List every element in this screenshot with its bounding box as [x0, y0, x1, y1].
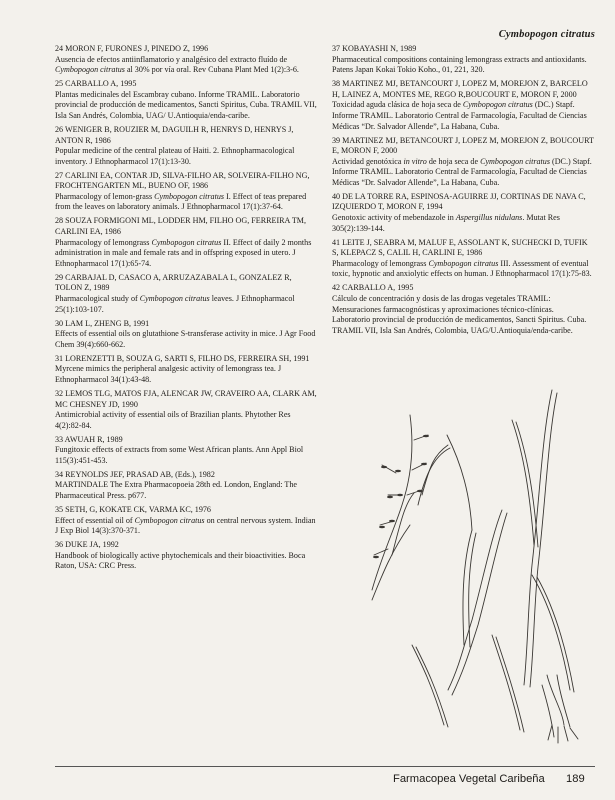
reference-body [332, 100, 594, 132]
reference-text: al 30% por vía oral. Rev Cubana Plant Med 1(2):3-6. [124, 65, 299, 75]
reference-italic-term: Cymbopogon citratus [139, 294, 210, 304]
reference-text: leaves. J Ethnopharmacol 25(1):103-107. [55, 294, 295, 314]
reference-body [332, 213, 594, 234]
reference-text: MARTINDALE The Extra Pharmacopoeia 28th ed. London, England: The Pharmaceutical Press. p677. [55, 480, 297, 501]
reference-authors: 25 CARBALLO A, 1995 [55, 79, 137, 89]
reference-italic-term: in vitro [403, 156, 427, 166]
reference-authors: 40 DE LA TORRE RA, ESPINOSA-AGUIRRE JJ, CORTINAS DE NAVA C, IZQUIERDO T, MORON F, 1994 [332, 191, 586, 212]
reference-italic-term: Cymbopogon citratus [134, 515, 205, 525]
reference-text: Handbook of biologically active phytochemicals and their bioactivities. Boca Raton, USA: CRC Press. [55, 550, 306, 571]
reference-body [55, 192, 317, 213]
reference-authors: 29 CARBAJAL D, CASACO A, ARRUZAZABALA L, GONZALEZ R, TOLON Z, 1989 [55, 272, 292, 293]
reference-text: Fungitoxic effects of extracts from some West African plants. Ann Appl Biol 115(3):451-453. [55, 445, 304, 465]
reference-body [55, 364, 317, 385]
reference-authors: 33 AWUAH R, 1989 [55, 434, 123, 444]
reference-entry [55, 273, 317, 315]
reference-text: Cálculo de concentración y dosis de las drogas vegetales TRAMIL: Mensuraciones farmacognósticas y aproximaciones técnico-clínicas. Laboratorio provincial de producción de medicamentos, Sancti Spiritus. Cuba. TRAMIL VII, Isla San Andrés, Colombia, UAG/U.Antioquia/enda-caribe. [332, 294, 587, 335]
reference-entry [55, 435, 317, 467]
reference-authors: 31 LORENZETTI B, SOUZA G, SARTI S, FILHO DS, FERREIRA SH, 1991 [55, 353, 310, 363]
reference-body [55, 480, 317, 501]
reference-authors: 30 LAM L, ZHENG B, 1991 [55, 318, 150, 328]
reference-italic-term: Cymbopogon citratus [480, 156, 550, 166]
reference-italic-term: Aspergillus nidulans [455, 213, 523, 223]
reference-authors: 34 REYNOLDS JEF, PRASAD AB, (Eds.), 1982 [55, 469, 215, 479]
reference-body [55, 238, 317, 270]
reference-text: Antimicrobial activity of essential oils of Brazilian plants. Phytother Res 4(2):82-84. [55, 410, 291, 430]
reference-entry [332, 238, 594, 280]
reference-text: . Mutat Res 305(2):139-144. [332, 213, 560, 233]
reference-authors: 41 LEITE J, SEABRA M, MALUF E, ASSOLANT K, SUCHECKI D, TUFIK S, KLEPACZ S, CALIL H, CARLINI E, 1986 [332, 237, 588, 258]
reference-body [332, 294, 594, 336]
reference-entry [55, 171, 317, 213]
reference-entry [55, 389, 317, 431]
reference-authors: 38 MARTINEZ MJ, BETANCOURT J, LOPEZ M, MOREJON Z, BARCELO H, LAINEZ A, MONTES ME, REGO R,BOUCOURT E, MORON F, 2000 [332, 79, 588, 99]
reference-text: on central nervous system. Indian J Exp Biol 14(3):370-371. [55, 515, 316, 536]
reference-body [332, 55, 594, 76]
reference-text: Genotoxic activity of mebendazole in [332, 213, 456, 223]
reference-text: Effects of essential oils on glutathione S-transferase activity in mice. J Agr Food Chem 39(4):660-662. [55, 329, 316, 349]
reference-text: (DC.) Stapf. Informe TRAMIL. Laboratorio Central de Farmacología, Facultad de Ciencias Médicas “Dr. Salvador Allende”, La Habana, Cuba. [332, 100, 587, 131]
reference-authors: 36 DUKE JA, 1992 [55, 540, 119, 550]
footer-page-number: 189 [566, 773, 585, 785]
reference-entry [332, 192, 594, 234]
reference-body [55, 294, 317, 315]
lemongrass-plant-drawing-icon [352, 345, 602, 745]
reference-entry [332, 136, 594, 189]
reference-body [55, 516, 317, 537]
reference-italic-term: Cymbopogon citratus [154, 191, 225, 201]
reference-authors: 27 CARLINI EA, CONTAR JD, SILVA-FILHO AR, SOLVEIRA-FILHO NG, FROCHTENGARTEN ML, BUENO OF, 1986 [55, 170, 310, 191]
reference-text: Plantas medicinales del Escambray cubano. Informe TRAMIL. Laboratorio provincial de producción de medicamentos, Sancti Spiritus, Cuba. TRAMIL VII, Isla San Andrés, Colombia, UAG/ U.Antioquia/enda-caribe. [55, 89, 317, 120]
reference-body [55, 551, 317, 572]
reference-body [55, 146, 317, 167]
reference-body [332, 157, 594, 189]
reference-text: (DC.) Stapf. Informe TRAMIL. Laboratorio Central de Farmacología, Facultad de Ciencias Médicas “Dr. Salvador Allende”, La Habana, Cuba. [332, 156, 592, 187]
references-column-left [55, 44, 317, 575]
reference-authors: 32 LEMOS TLG, MATOS FJA, ALENCAR JW, CRAVEIRO AA, CLARK AM, MC CHESNEY JD, 1990 [55, 388, 317, 409]
reference-entry [55, 44, 317, 76]
reference-text: Effect of essential oil of [55, 515, 135, 525]
reference-body [55, 410, 317, 431]
footer-book-title: Farmacopea Vegetal Caribeña [393, 773, 545, 785]
footer-rule [55, 766, 595, 767]
reference-entry [332, 44, 594, 76]
reference-entry [55, 470, 317, 502]
reference-text: Toxicidad aguda clásica de hoja seca de [332, 100, 463, 110]
reference-authors: 28 SOUZA FORMIGONI ML, LODDER HM, FILHO OG, FERREIRA TM, CARLINI EA, 1986 [55, 216, 306, 237]
reference-entry [55, 540, 317, 572]
references-column-right [332, 44, 594, 340]
reference-text: Myrcene mimics the peripheral analgesic activity of lemongrass tea. J Ethnopharmacol 34(1):43-48. [55, 364, 282, 384]
reference-authors: 39 MARTINEZ MJ, BETANCOURT J, LOPEZ M, MOREJON Z, BOUCOURT E, MORON F, 2000 [332, 135, 594, 156]
reference-text: Pharmacology of lemongrass [332, 258, 429, 268]
reference-authors: 24 MORON F, FURONES J, PINEDO Z, 1996 [55, 44, 209, 53]
reference-body [332, 259, 594, 280]
reference-body [55, 55, 317, 76]
reference-text: III. Assessment of eventual toxic, hypnotic and anxiolytic effects on human. J Ethnopharmacol 17(1):75-83. [332, 258, 592, 279]
reference-text: Actividad genotóxica [332, 156, 404, 166]
reference-body [55, 90, 317, 122]
reference-italic-term: Cymbopogon citratus [55, 65, 125, 75]
reference-italic-term: Cymbopogon citratus [428, 258, 499, 268]
reference-text: Popular medicine of the central plateau of Haiti. 2. Ethnopharmacological inventory. J Ethnopharmacol 17(1):13-30. [55, 146, 295, 166]
reference-authors: 37 KOBAYASHI N, 1989 [332, 44, 417, 53]
reference-text: Pharmacological study of [55, 294, 140, 304]
reference-entry [332, 79, 594, 132]
running-header-title: Cymbopogon citratus [498, 29, 595, 40]
reference-authors: 42 CARBALLO A, 1995 [332, 283, 414, 293]
footer [0, 773, 615, 787]
reference-entry [332, 283, 594, 336]
reference-entry [55, 505, 317, 537]
reference-entry [55, 125, 317, 167]
reference-italic-term: Cymbopogon citratus [151, 237, 222, 247]
reference-text: Pharmacology of lemon-grass [55, 191, 155, 201]
reference-entry [55, 354, 317, 386]
reference-text: Pharmaceutical compositions containing lemongrass extracts and antioxidants. Patens Japan Kokai Tokio Koho., 01, 221, 320. [332, 54, 587, 75]
reference-text: Ausencia de efectos antiinflamatorio y analgésico del extracto fluído de [55, 54, 288, 64]
reference-text: de hoja seca de [426, 156, 481, 166]
reference-authors: 26 WENIGER B, ROUZIER M, DAGUILH R, HENRYS D, HENRYS J, ANTON R, 1986 [55, 124, 294, 145]
reference-italic-term: Cymbopogon citratus [462, 100, 533, 110]
reference-text: II. Effect of daily 2 months administration in male and female rats and in offspring exposed in utero. J Ethnopharmacol 17(1):65-74. [55, 237, 312, 268]
reference-authors: 35 SETH, G, KOKATE CK, VARMA KC, 1976 [55, 505, 211, 515]
reference-entry [55, 319, 317, 351]
reference-body [55, 445, 317, 466]
reference-entry [55, 216, 317, 269]
reference-text: Pharmacology of lemongrass [55, 237, 152, 247]
reference-body [55, 329, 317, 350]
reference-text: I. Effect of teas prepared from the leaves on laboratory animals. J Ethnopharmacol 17(1):37-64. [55, 191, 307, 212]
reference-entry [55, 79, 317, 121]
